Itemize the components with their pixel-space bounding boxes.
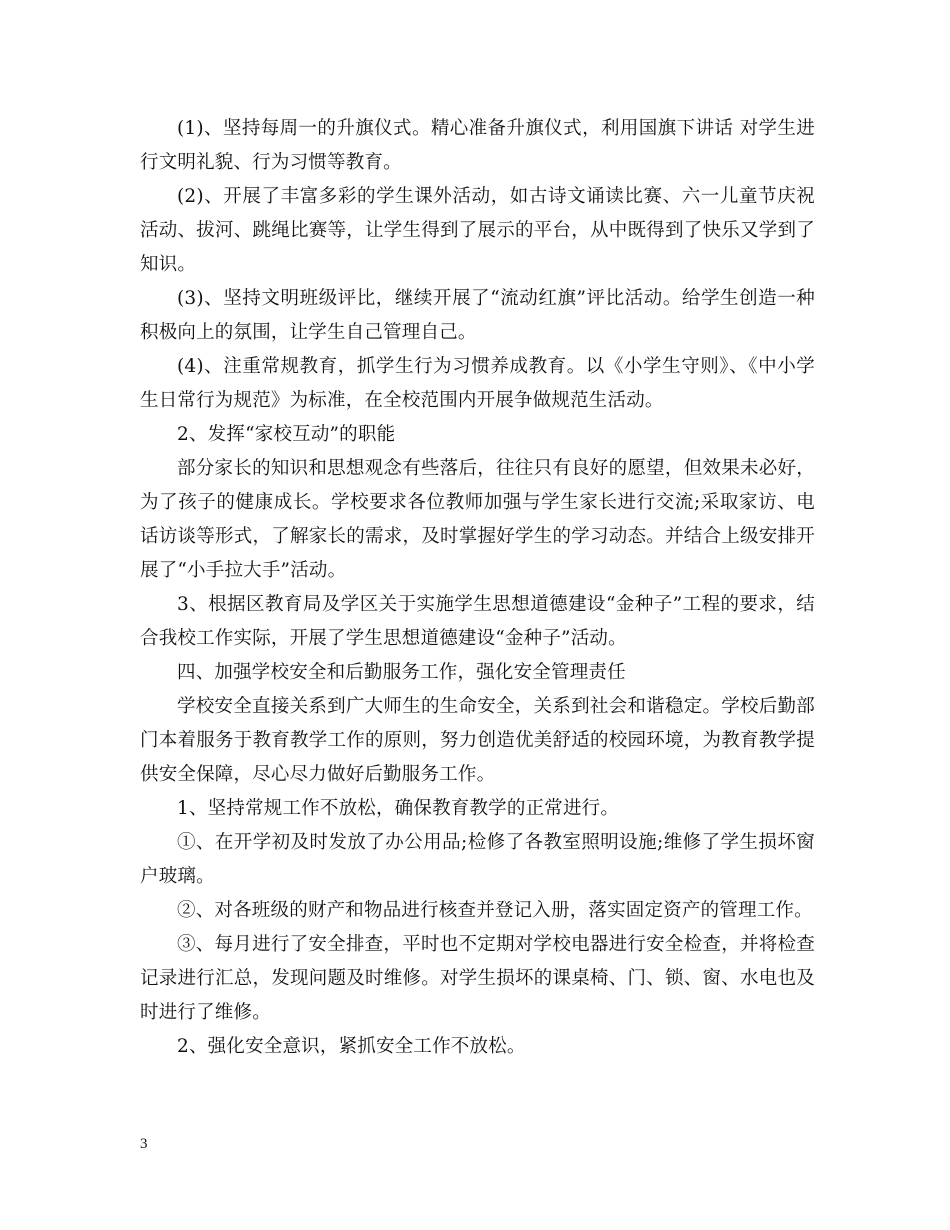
paragraph-class-evaluation: (3)、坚持文明班级评比，继续开展了“流动红旗”评比活动。给学生创造一种积极向上的氛围，让学生自己管理自己。: [140, 288, 815, 343]
heading-safety-logistics: 四、加强学校安全和后勤服务工作，强化安全管理责任: [177, 662, 626, 683]
heading-routine-work: 1、坚持常规工作不放松，确保教育教学的正常进行。: [177, 798, 620, 819]
paragraph-golden-seed: 3、根据区教育局及学区关于实施学生思想道德建设“金种子”工程的要求，结合我校工作实际，开展了学生思想道德建设“金种子”活动。: [140, 594, 815, 649]
paragraph-asset-check: ②、对各班级的财产和物品进行核查并登记入册，落实固定资产的管理工作。: [177, 900, 813, 921]
page-number: 3: [140, 1136, 148, 1152]
paragraph-safety-inspection: ③、每月进行了安全排查，平时也不定期对学校电器进行安全检查，并将检查记录进行汇总，发现问题及时维修。对学生损坏的课桌椅、门、锁、窗、水电也及时进行了维修。: [140, 934, 815, 1023]
paragraph-parents: 部分家长的知识和思想观念有些落后，往往只有良好的愿望，但效果未必好，为了孩子的健康成长。学校要求各位教师加强与学生家长进行交流;采取家访、电话访谈等形式，了解家长的需求，及时掌握好学生的学习动态。并结合上级安排开展了“小手拉大手”活动。: [140, 458, 815, 581]
heading-home-school-interaction: 2、发挥“家校互动”的职能: [177, 424, 396, 445]
paragraph-office-supplies: ①、在开学初及时发放了办公用品;检修了各教室照明设施;维修了学生损坏窗户玻璃。: [140, 832, 815, 887]
paragraph-routine-education: (4)、注重常规教育，抓学生行为习惯养成教育。以《小学生守则》、《中小学生日常行为规范》为标准，在全校范围内开展争做规范生活动。: [140, 356, 815, 411]
paragraph-safety-overview: 学校安全直接关系到广大师生的生命安全，关系到社会和谐稳定。学校后勤部门本着服务于教育教学工作的原则，努力创造优美舒适的校园环境，为教育教学提供安全保障，尽心尽力做好后勤服务工作。: [140, 696, 815, 785]
paragraph-flag-ceremony: (1)、坚持每周一的升旗仪式。精心准备升旗仪式，利用国旗下讲话 对学生进行文明礼貌、行为习惯等教育。: [140, 118, 815, 173]
document-body: [140, 112, 815, 1064]
heading-safety-awareness: 2、强化安全意识，紧抓安全工作不放松。: [177, 1036, 526, 1057]
paragraph-extracurricular: (2)、开展了丰富多彩的学生课外活动，如古诗文诵读比赛、六一儿童节庆祝活动、拔河、跳绳比赛等，让学生得到了展示的平台，从中既得到了快乐又学到了知识。: [140, 186, 815, 275]
